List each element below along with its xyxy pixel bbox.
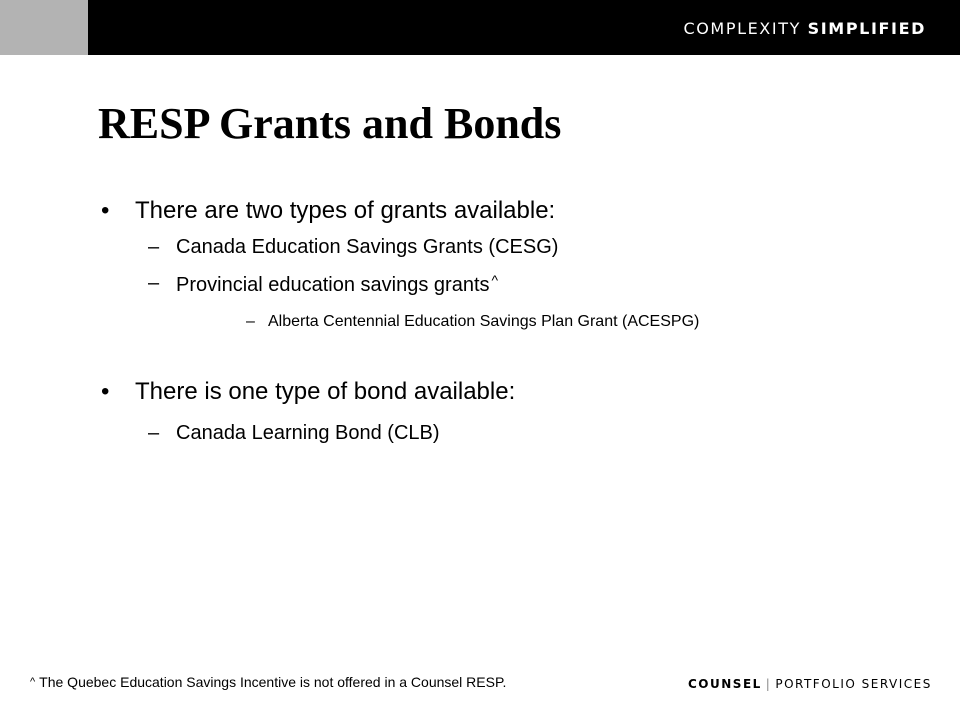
slide-title: RESP Grants and Bonds [98,99,562,148]
header-bar [0,0,960,55]
subsubitem-text: Alberta Centennial Education Savings Plan Grant (ACESPG) [268,313,700,330]
footnote [30,674,506,690]
bullet-text: There is one type of bond available: [135,378,516,405]
logo-bold: COUNSEL [688,677,762,691]
subitem-text: Canada Learning Bond (CLB) [176,422,440,444]
dash-icon: – [148,236,160,258]
bullet-icon: • [101,197,110,224]
bullet-text: There are two types of grants available: [135,197,556,224]
dash-icon: – [246,313,255,330]
dash-icon: – [148,272,160,294]
bullet-icon: • [101,378,110,405]
subitem-text: Provincial education savings grants [176,274,490,296]
subitem-text: Canada Education Savings Grants (CESG) [176,236,559,258]
footnote-ref: ^ [491,272,499,288]
subitem-text-with-note [176,272,498,297]
footnote-marker: ^ [30,676,36,688]
tagline [683,19,926,38]
tagline-light: COMPLEXITY [683,19,801,38]
footnote-text: The Quebec Education Savings Incentive is not offered in a Counsel RESP. [39,674,507,690]
company-logo [688,677,932,691]
logo-separator: | [765,677,772,691]
header-accent-block [0,0,88,55]
dash-icon: – [148,422,160,444]
tagline-bold: SIMPLIFIED [807,19,926,38]
logo-light: PORTFOLIO SERVICES [775,677,932,691]
